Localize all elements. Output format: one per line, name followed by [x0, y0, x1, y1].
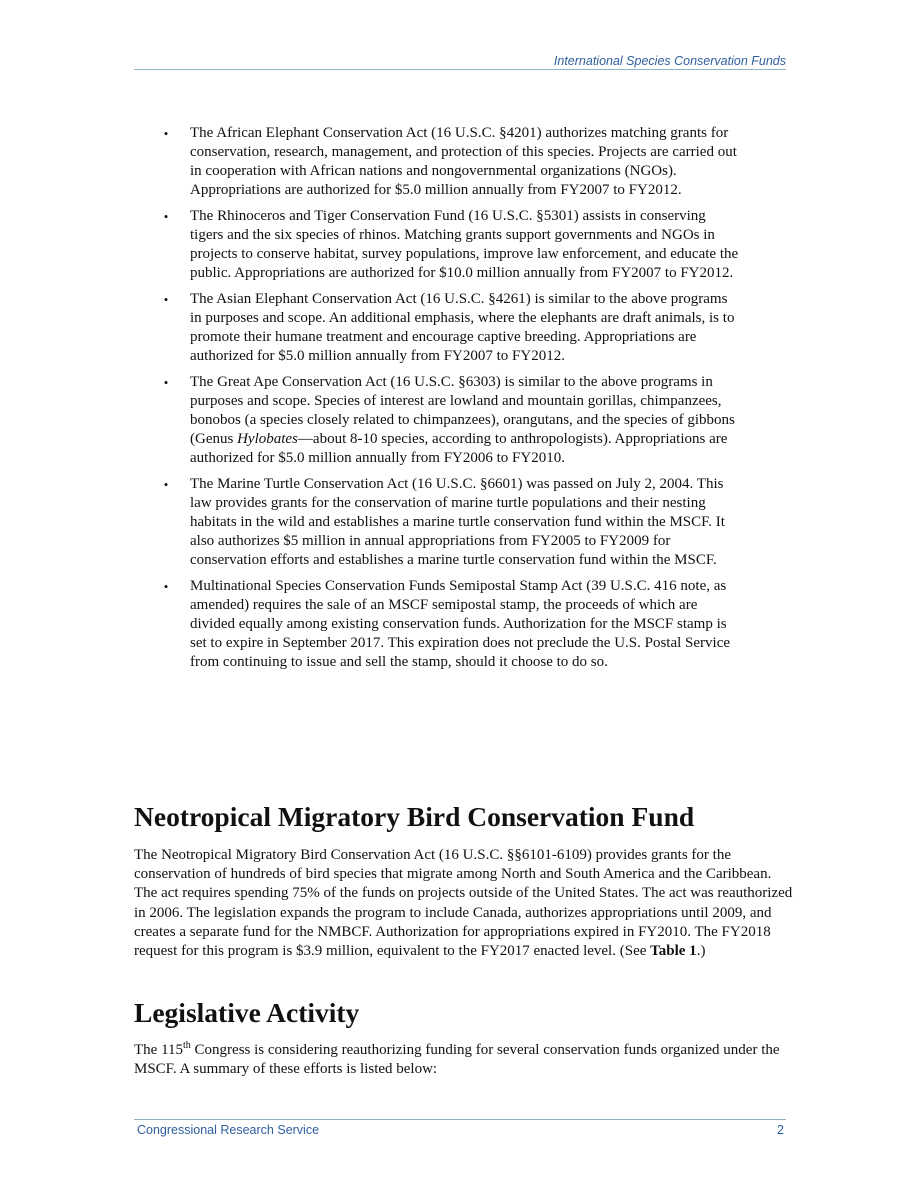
- text-segment: Congress is considering reauthorizing funding for several conservation funds organized under the MSCF. A summary of these efforts is listed below:: [134, 1042, 780, 1078]
- bullet-icon: •: [163, 579, 169, 594]
- list-item: [160, 290, 740, 366]
- bullet-icon: •: [163, 292, 169, 307]
- conservation-acts-list: [160, 124, 740, 679]
- footer-divider: [134, 1119, 786, 1120]
- ordinal-suffix: th: [183, 1040, 191, 1051]
- genus-name: Hylobates: [237, 431, 298, 447]
- text-segment: The 115: [134, 1042, 184, 1058]
- list-item: [160, 373, 740, 468]
- table-reference-link[interactable]: Table 1: [650, 943, 697, 960]
- text-segment: The Great Ape Conservation Act (16 U.S.C. §6303) is similar to the above programs in purposes and scope. Species of interest are lowland and mountain gorillas, chimpanzees, bonobos (a species closely related to chimpanzees), orangutans, and the species of gibbons (Genus: [190, 374, 735, 447]
- bullet-icon: •: [163, 375, 169, 390]
- header-divider: [134, 69, 786, 70]
- bullet-icon: •: [163, 477, 169, 492]
- list-item-text: [190, 374, 735, 466]
- section-heading-neotropical: Neotropical Migratory Bird Conservation Fund: [134, 801, 695, 832]
- list-item: [160, 124, 740, 200]
- text-segment: The Neotropical Migratory Bird Conservation Act (16 U.S.C. §§6101-6109) provides grants for the conservation of hundreds of bird species that migrate among North and South America and the Caribbean. The act requires spending 75% of the funds on projects outside of the United States. The act was reauthorized in 2006. The legislation expands the program to include Canada, authorizes appropriations until 2009, and creates a separate fund for the NMBCF. Authorization for appropriations expired in FY2010. The FY2018 request for this program is $3.9 million, equivalent to the FY2017 enacted level. (See: [134, 847, 793, 960]
- section-heading-legislative: Legislative Activity: [134, 997, 360, 1028]
- text-segment: .): [696, 943, 706, 960]
- legislative-paragraph: [134, 1041, 794, 1079]
- list-item-text: The Asian Elephant Conservation Act (16 U.S.C. §4261) is similar to the above programs in purposes and scope. An additional emphasis, where the elephants are draft animals, is to promote their humane treatment and encourage captive breeding. Appropriations are authorized for $5.0 million annually from FY2007 to FY2012.: [190, 291, 735, 364]
- list-item-text: The African Elephant Conservation Act (16 U.S.C. §4201) authorizes matching grants for conservation, research, management, and protection of this species. Projects are carried out in cooperation with African nations and nongovernmental organizations (NGOs). Appropriations are authorized for $5.0 million annually from FY2007 to FY2012.: [190, 125, 737, 198]
- list-item-text: The Rhinoceros and Tiger Conservation Fund (16 U.S.C. §5301) assists in conserving tigers and the six species of rhinos. Matching grants support governments and NGOs in projects to conserve habitat, survey populations, improve law enforcement, and educate the public. Appropriations are authorized for $10.0 million annually from FY2007 to FY2012.: [190, 208, 739, 281]
- bullet-icon: •: [163, 209, 169, 224]
- list-item: [160, 475, 740, 570]
- list-item-text: The Marine Turtle Conservation Act (16 U.S.C. §6601) was passed on July 2, 2004. This law provides grants for the conservation of marine turtle populations and their nesting habitats in the wild and establishes a marine turtle conservation fund within the MSCF. It also authorizes $5 million in annual appropriations from FY2005 to FY2009 for conservation efforts and establishes a marine turtle conservation fund within the MSCF.: [190, 476, 725, 568]
- running-header-title: International Species Conservation Funds: [553, 54, 786, 68]
- footer-source: Congressional Research Service: [137, 1123, 320, 1137]
- neotropical-paragraph: [134, 846, 794, 961]
- list-item: [160, 207, 740, 283]
- bullet-icon: •: [163, 126, 169, 141]
- page-number: 2: [777, 1123, 784, 1137]
- list-item: [160, 577, 740, 672]
- list-item-text: Multinational Species Conservation Funds Semipostal Stamp Act (39 U.S.C. 416 note, as amended) requires the sale of an MSCF semipostal stamp, the proceeds of which are divided equally among existing conservation funds. Authorization for the MSCF stamp is set to expire in September 2017. This expiration does not preclude the U.S. Postal Service from continuing to issue and sell the stamp, should it choose to do so.: [190, 578, 731, 670]
- text-segment: —about 8-10 species, according to anthropologists). Appropriations are authorized for $5.0 million annually from FY2006 to FY2010.: [190, 431, 728, 466]
